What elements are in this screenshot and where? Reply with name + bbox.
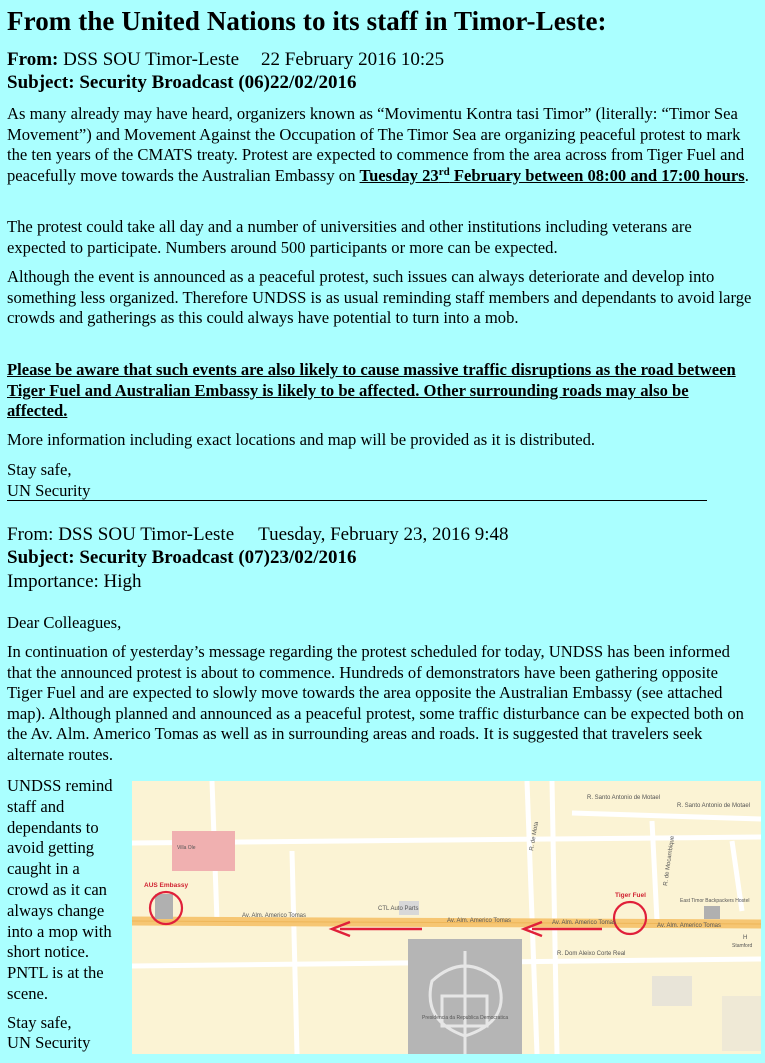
label-presidencia: Presidencia da Republica Democratica [422, 1015, 509, 1021]
msg1-paragraph-1 [7, 104, 752, 186]
msg1-p1-date [360, 166, 745, 185]
msg1-subject-line [7, 72, 357, 94]
msg1-paragraph-5: More information including exact locations and map will be provided as it is distributed. [7, 430, 596, 449]
label-tiger-fuel: Tiger Fuel [615, 892, 646, 899]
villa-building [172, 831, 235, 871]
msg2-from-line [7, 524, 508, 546]
label-east-timor: East Timor Backpackers Hostel [680, 898, 750, 904]
msg1-p1-date-sup: rd [438, 165, 450, 178]
msg1-subject-value: Security Broadcast (06)22/02/2016 [79, 72, 357, 93]
road-label-santo-antonio-right: R. Santo Antonio de Motael [677, 803, 751, 809]
road-label-4: Av. Alm. Americo Tomas [657, 923, 722, 929]
msg2-importance: Importance: High [7, 571, 142, 592]
msg1-sign-1: Stay safe, [7, 460, 72, 479]
msg2-date: Tuesday, February 23, 2016 9:48 [258, 524, 509, 545]
msg1-paragraph-3: Although the event is announced as a peaceful protest, such issues can always deteriorate and develop into something less organized. Therefore UNDSS is as usual reminding staff members and dependants to avoid large crowds and gatherings as this could always have potential to turn into a mob. [7, 267, 752, 327]
msg2-side-text: UNDSS remind staff and dependants to avoid getting caught in a crowd as it can always change into a mop with short notice. PNTL is at the scene. [7, 776, 113, 1003]
msg1-p1-text: As many already may have heard, organizers known as “Movimentu Kontra tasi Timor” (literally: “Timor Sea Movement”) and Movement Against the Occupation of The Timor Sea are organizing peaceful protest to mark the ten years of the CMATS treaty. Protest are expected to commence from the area across from Tiger Fuel and peacefully move towards the Australian Embassy on [7, 104, 745, 185]
msg2-subject-line [7, 547, 357, 569]
label-villa: Villa Ole [177, 845, 196, 851]
road-label-santo-antonio-top: R. Santo Antonio de Motael [587, 795, 661, 801]
msg1-sign-2: UN Security [7, 481, 91, 500]
road-label-3: Av. Alm. Americo Tomas [552, 920, 617, 926]
right-block-2 [722, 996, 761, 1051]
msg2-paragraph-1: In continuation of yesterday’s message regarding the protest scheduled for today, UNDSS has been informed that the announced protest is about to commence. Hundreds of demonstrators have been gathering opposite Tiger Fuel and are expected to slowly move towards the area opposite the Australian Embassy (see attached map). Although planned and announced as a peaceful protest, some traffic disturbance can be expected both on the Av. Alm. Americo Tomas as well as in surrounding areas and roads. It is suggested that travelers seek alternate routes. [7, 642, 744, 764]
backpackers-building [704, 906, 720, 919]
right-block [652, 976, 692, 1006]
msg1-from-value: DSS SOU Timor-Leste [63, 49, 240, 70]
road-label-1: Av. Alm. Americo Tomas [242, 913, 307, 919]
protest-route-map [132, 781, 761, 1054]
msg2-sign-2: UN Security [7, 1033, 91, 1052]
msg1-from-line [7, 49, 444, 71]
label-h: H [743, 935, 748, 941]
msg2-from-value: From: DSS SOU Timor-Leste [7, 524, 235, 545]
label-ctl-auto: CTL Auto Parts [378, 906, 419, 912]
msg1-from-label: From: [7, 49, 59, 70]
msg1-p1-date-a: Tuesday 23 [359, 165, 439, 185]
msg1-paragraph-4: Please be aware that such events are also likely to cause massive traffic disruptions as the road between Tiger Fuel and Australian Embassy is likely to be affected. Other surrounding roads may also be affected. [7, 360, 736, 420]
label-aus-embassy: AUS Embassy [144, 882, 189, 889]
road-label-mocambique: R. de Mocambique [663, 835, 676, 887]
msg1-date: 22 February 2016 10:25 [261, 49, 445, 70]
road-label-2: Av. Alm. Americo Tomas [447, 918, 512, 924]
msg2-sign-1: Stay safe, [7, 1013, 72, 1032]
msg1-p1-end: . [744, 165, 749, 185]
aus-embassy-building [155, 894, 173, 919]
msg1-paragraph-2: The protest could take all day and a number of universities and other institutions including veterans are expected to participate. Numbers around 500 participants or more can be expected. [7, 217, 692, 257]
separator-rule [7, 500, 707, 501]
msg1-p1-date-b: February between 08:00 and 17:00 hours [449, 165, 745, 185]
label-stamford: Stamford [732, 943, 753, 949]
msg2-greeting: Dear Colleagues, [7, 613, 122, 632]
msg2-subject-value: Security Broadcast (07)23/02/2016 [79, 547, 357, 568]
msg2-subject-label: Subject: [7, 547, 75, 568]
page-title: From the United Nations to its staff in Timor-Leste: [7, 6, 607, 36]
road-label-mota: R. de Mota [529, 821, 541, 852]
msg1-subject-label: Subject: [7, 72, 75, 93]
road-label-correia: R. Dom Aleixo Corte Real [557, 951, 626, 957]
